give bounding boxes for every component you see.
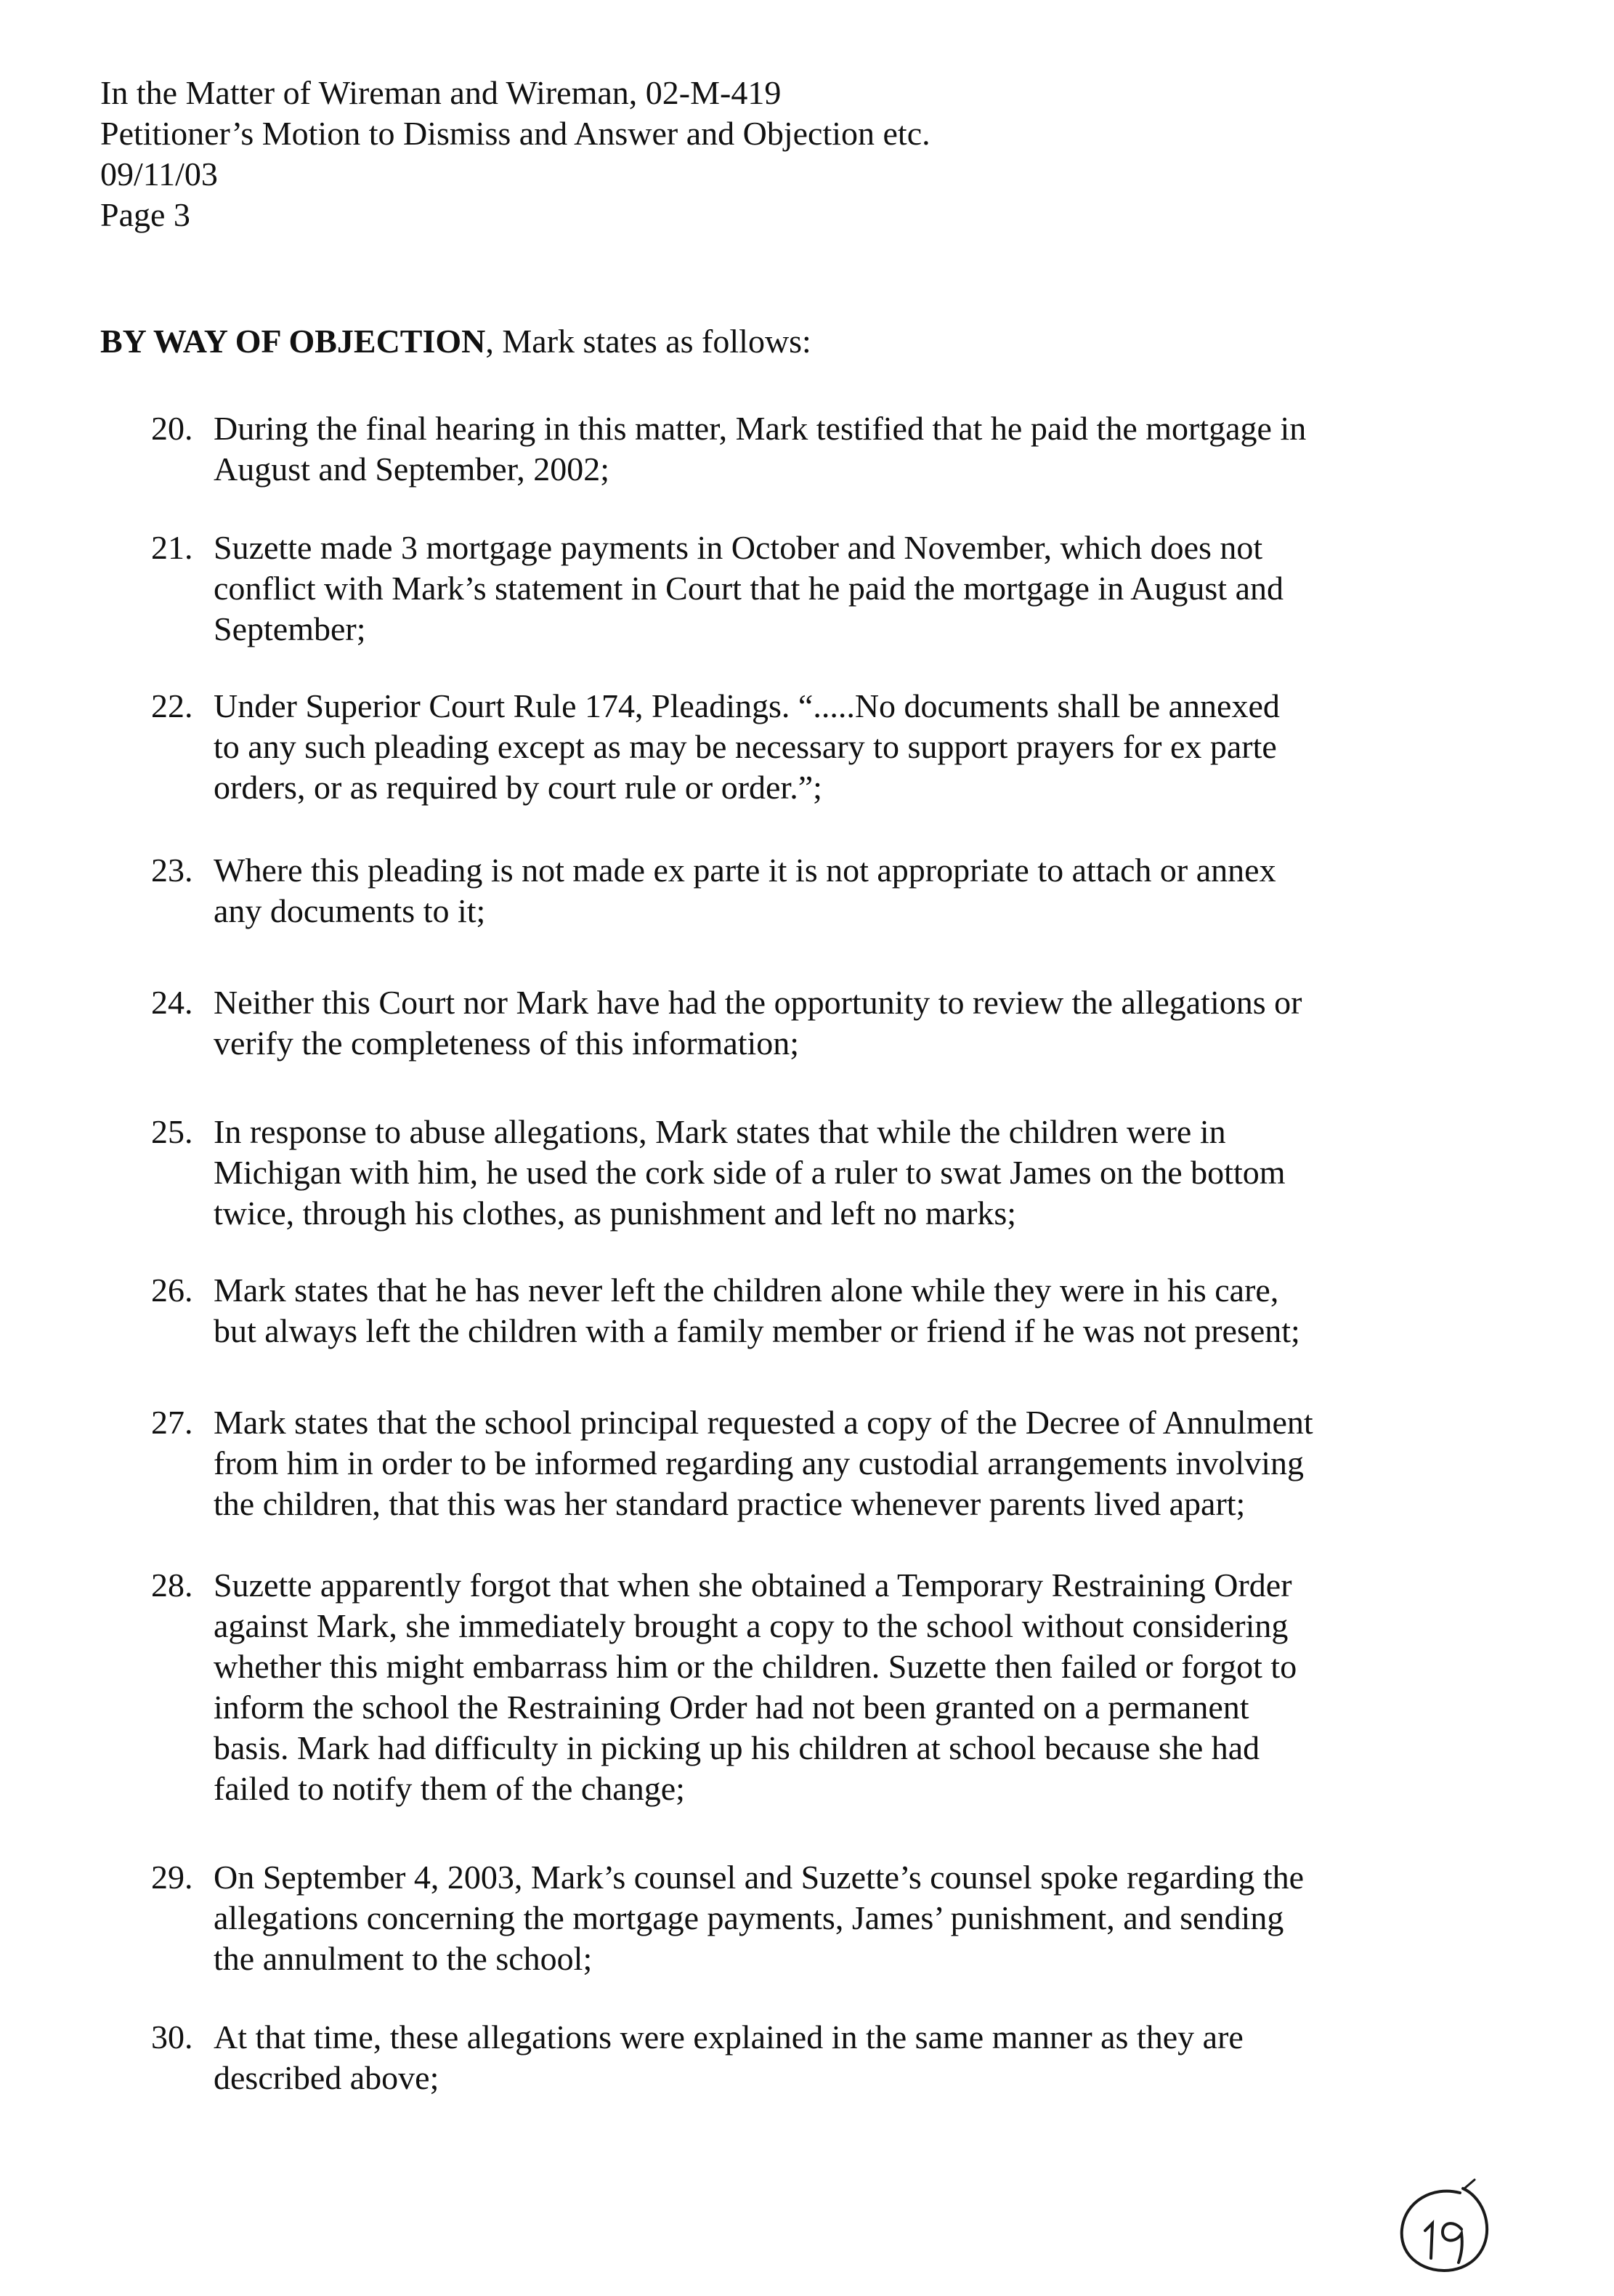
paragraph-line: Under Superior Court Rule 174, Pleadings. “.....No documents shall be annexed (214, 687, 1280, 724)
numbered-paragraph (151, 2017, 1430, 2098)
paragraph-text (214, 1112, 1477, 1234)
paragraph-text (214, 408, 1477, 490)
paragraph-line: Neither this Court nor Mark have had the opportunity to review the allegations or (214, 984, 1302, 1021)
paragraph-line: September; (214, 610, 366, 647)
paragraph-line: Mark states that he has never left the children alone while they were in his care, (214, 1272, 1279, 1309)
numbered-paragraph (151, 1565, 1430, 1809)
paragraph-line: against Mark, she immediately brought a copy to the school without considering (214, 1607, 1289, 1644)
objection-heading (100, 321, 811, 362)
paragraph-line: August and September, 2002; (214, 450, 609, 488)
paragraph-text (214, 850, 1477, 931)
numbered-paragraph (151, 527, 1430, 650)
numbered-paragraph (151, 850, 1430, 931)
paragraph-line: twice, through his clothes, as punishment and left no marks; (214, 1195, 1017, 1232)
paragraph-line: orders, or as required by court rule or order.”; (214, 769, 822, 806)
paragraph-line: the children, that this was her standard practice whenever parents lived apart; (214, 1485, 1246, 1522)
paragraph-text (214, 527, 1477, 650)
paragraph-text (214, 686, 1477, 808)
numbered-paragraph (151, 686, 1430, 808)
case-caption: In the Matter of Wireman and Wireman, 02-M-419 (100, 74, 782, 111)
paragraph-number: 20. (151, 410, 193, 447)
paragraph-line: During the final hearing in this matter, Mark testified that he paid the mortgage in (214, 410, 1307, 447)
paragraph-line: Suzette apparently forgot that when she obtained a Temporary Restraining Order (214, 1567, 1292, 1604)
numbered-paragraph (151, 982, 1430, 1064)
paragraph-line: Suzette made 3 mortgage payments in October and November, which does not (214, 529, 1263, 566)
paragraph-line: to any such pleading except as may be necessary to support prayers for ex parte (214, 728, 1277, 765)
paragraph-line: but always left the children with a family member or friend if he was not present; (214, 1312, 1300, 1349)
paragraph-number: 23. (151, 852, 193, 889)
paragraph-number: 29. (151, 1859, 193, 1896)
paragraph-line: the annulment to the school; (214, 1940, 593, 1977)
document-header (100, 73, 930, 235)
objection-bold-label: BY WAY OF OBJECTION (100, 323, 486, 360)
paragraph-text (214, 2017, 1477, 2098)
paragraph-number: 22. (151, 687, 193, 724)
paragraph-line: conflict with Mark’s statement in Court that he paid the mortgage in August and (214, 570, 1284, 607)
paragraph-line: Mark states that the school principal requested a copy of the Decree of Annulment (214, 1404, 1313, 1441)
paragraph-line: allegations concerning the mortgage payments, James’ punishment, and sending (214, 1899, 1284, 1936)
document-title: Petitioner’s Motion to Dismiss and Answer and Objection etc. (100, 115, 930, 152)
paragraph-line: inform the school the Restraining Order had not been granted on a permanent (214, 1689, 1249, 1726)
numbered-paragraph (151, 408, 1430, 490)
numbered-paragraph (151, 1857, 1430, 1979)
document-date: 09/11/03 (100, 155, 218, 193)
paragraph-number: 30. (151, 2018, 193, 2056)
objection-heading-rest: , Mark states as follows: (485, 323, 811, 360)
paragraph-text (214, 982, 1477, 1064)
paragraph-line: Where this pleading is not made ex parte it is not appropriate to attach or annex (214, 852, 1276, 889)
paragraph-text (214, 1857, 1477, 1979)
paragraph-number: 27. (151, 1404, 193, 1441)
paragraph-number: 26. (151, 1272, 193, 1309)
numbered-paragraph (151, 1112, 1430, 1234)
paragraph-line: described above; (214, 2059, 439, 2096)
paragraph-line: from him in order to be informed regarding any custodial arrangements involving (214, 1444, 1304, 1482)
paragraph-line: any documents to it; (214, 892, 486, 929)
paragraph-number: 25. (151, 1113, 193, 1150)
page-number: Page 3 (100, 196, 190, 233)
numbered-paragraph (151, 1402, 1430, 1524)
paragraph-line: In response to abuse allegations, Mark states that while the children were in (214, 1113, 1226, 1150)
paragraph-line: whether this might embarrass him or the children. Suzette then failed or forgot to (214, 1648, 1297, 1685)
paragraph-line: verify the completeness of this information; (214, 1024, 800, 1062)
paragraph-line: At that time, these allegations were explained in the same manner as they are (214, 2018, 1244, 2056)
paragraph-text (214, 1565, 1477, 1809)
paragraph-number: 24. (151, 984, 193, 1021)
paragraph-line: Michigan with him, he used the cork side of a ruler to swat James on the bottom (214, 1154, 1286, 1191)
paragraph-number: 21. (151, 529, 193, 566)
paragraph-text (214, 1402, 1477, 1524)
paragraph-text (214, 1270, 1477, 1351)
paragraph-line: On September 4, 2003, Mark’s counsel and Suzette’s counsel spoke regarding the (214, 1859, 1305, 1896)
numbered-paragraph (151, 1270, 1430, 1351)
paragraph-line: failed to notify them of the change; (214, 1770, 685, 1807)
handwritten-page-mark (1389, 2172, 1498, 2281)
paragraph-line: basis. Mark had difficulty in picking up his children at school because she had (214, 1729, 1260, 1766)
paragraph-number: 28. (151, 1567, 193, 1604)
